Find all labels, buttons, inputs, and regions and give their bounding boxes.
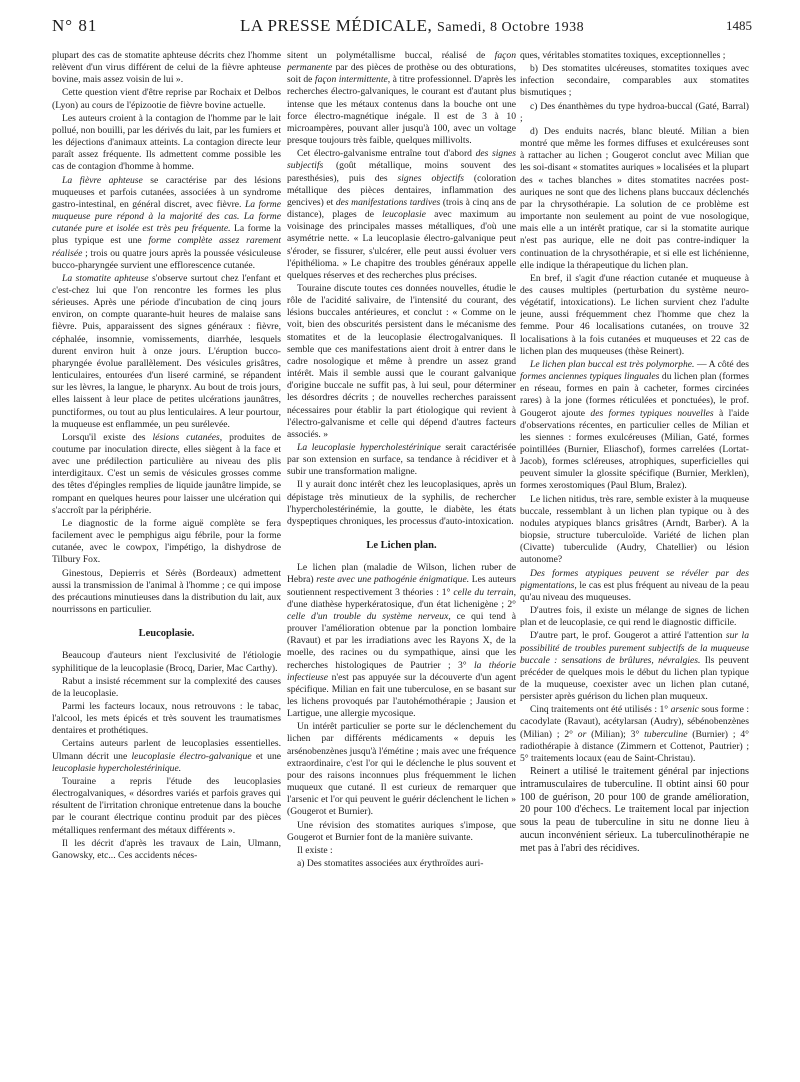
paragraph: Une révision des stomatites auriques s'impose, que Gougerot et Burnier font de la manière suivante.	[287, 819, 516, 843]
text-run: et une	[251, 750, 281, 762]
issue-number: N° 81	[52, 16, 98, 35]
italic-text: Le lichen plan buccal est très polymorphe.	[530, 358, 695, 370]
italic-text: La leucoplasie hypercholestérinique	[297, 442, 441, 453]
text-run: (goût métallique, moins souvent des paresthésies), puis des	[287, 160, 516, 184]
italic-text: lésions cutanées	[152, 431, 220, 443]
italic-text: formes anciennes typiques linguales	[520, 371, 660, 383]
paragraph: Ginestous, Depierris et Sérès (Bordeaux) admettent aussi la transmission de l'animal à l'homme ; ce qui impose des précautions minutieuses dans la distribution du lait, aux nourrissons en particulier.	[52, 567, 281, 616]
journal-title	[240, 16, 584, 36]
italic-text: or	[577, 728, 587, 740]
text-run: , ce qui tend à prouver l'amélioration obtenue par la ponction lombaire (Ravaut) et par les irradiations avec les Rayons X, de la moelle, des racines ou du sympathique, ainsi que les recherches histologiques de Pautrier ; 3°	[287, 610, 516, 671]
paragraph: a) Des stomatites associées aux érythroïdes auri-	[297, 858, 484, 869]
paragraph: Il les décrit d'après les travaux de Lain, Ulmann, Ganowsky, etc... Ces accidents néces-	[52, 837, 281, 861]
text-run: le cas est plus fréquent au niveau de la peau qu'au niveau des muqueuses.	[520, 579, 749, 603]
paragraph: ques, véritables stomatites toxiques, exceptionnelles ;	[520, 50, 726, 61]
paragraph	[287, 562, 516, 720]
page-header	[52, 16, 752, 38]
italic-text: La forme muqueuse pure répond à la majorité des cas. La forme cutanée pure et isolée est très peu fréquente.	[52, 198, 281, 235]
paragraph: Les auteurs croient à la contagion de l'homme par le lait pollué, non bouilli, par les dérivés du lait, par les fumiers et les déjections d'animaux atteints. La contagion directe leur paraît assez fréquente. Ils admettent comme possible les cas de contagion d'homme à homme.	[52, 112, 281, 173]
text-run: , à titre professionnel. D'après les recherches électro-galvaniques, le courant est d'autant plus intense que les métaux contenus dans la bouche ont une force électro-magnétique inégale. Il est de 3 à 10 microampères, pouvant aller jusqu'à 100, avec un voltage presque toujours très faible, quelques millivolts.	[287, 74, 516, 147]
italic-text: La fièvre aphteuse	[62, 174, 143, 186]
text-run: ; trois ou quatre jours après la poussée vésiculeuse bucco-pharyngée survient une efflorescence cutanée.	[52, 247, 281, 271]
text-run: à l'aide d'observations récentes, en particulier celles de Milian et les siennes : formes exulcéreuses (Milian, Gaté, formes pointillées (Burnier, Eliaschof), formes carrelées (Lortat-Jacob), formes scléreuses, atrophiques, superficielles qui peuvent simuler la glossite spécifique (Burnier, Merklen), formes xerostomiques (Paul Blum, Bralez).	[520, 407, 749, 492]
italic-text: des signes subjectifs	[287, 148, 516, 172]
paragraph	[52, 273, 281, 431]
italic-text: La stomatite aphteuse	[62, 272, 149, 284]
italic-text: celle d'un trouble du système nerveux	[287, 610, 449, 622]
column-1	[52, 50, 281, 1070]
paragraph	[52, 175, 281, 272]
text-run: sitent un polymétallisme buccal, réalisé de	[287, 50, 495, 61]
paragraph	[520, 568, 749, 604]
paragraph: d) Des enduits nacrés, blanc bleuté. Milian a bien montré que même les formes diffuses et exulcéreuses sont à rattacher au lichen ; Gougerot conclut avec Milian que les soi-disant « stomatites auriques » localisées et la plupart des « taches blanches » dites stomatites nacrées post-auriques ne sont que des lichens plans buccaux déclenchés par la chrysothérapie. La solution de ce problème est importante non seulement au point de vue nosologique, mais elle a un intérêt pratique, car si la stomatite aurique n'est pas aurique, elle ne doit pas contre-indiquer la continuation de la chrysothérapie, et si elle est lichénienne, elle indique la thérapeutique du lichen plan.	[520, 125, 749, 271]
text-run: (Burnier) ; 4° radiothérapie à distance (Zimmern et Cottenot, Pautrier) ; 5° traitements locaux (eau de Saint-Christau).	[520, 728, 749, 764]
italic-text: arsenic	[670, 704, 699, 716]
paragraph	[520, 704, 749, 765]
italic-text: tuberculine	[644, 728, 688, 740]
text-run: s'observe surtout chez l'enfant et c'est-chez lui que l'on rencontre les formes les plus sérieuses. Après une période d'incubation de cinq jours environ, on compte quarante-huit heures de malaise sans fièvre. Puis, apparaissent des signes généraux : fièvre, céphalée, insomnie, vomissements, diarrhée, lesquels durent environ huit à onze jours. L'éruption bucco-pharyngée évolue parallèlement. Des vésicules grisâtres, lenticulaires, entourées d'un liseré carminé, se répandent sur les lèvres, la langue, le pharynx. Au bout de trois jours, elles laissent à leur place de petites ulcérations jaunâtres, punctiformes, ou tout au plus lenticulaires. A leur pourtour, la muqueuse est enflammée, un peu surélevée.	[52, 272, 281, 430]
paragraph: Le diagnostic de la forme aiguë complète se fera facilement avec le pemphigus aigu fébrile, pour la forme cutanée, avec le cowpox, l'impétigo, la dishydrose de Tilbury Fox.	[52, 517, 281, 566]
text-run: (trois à cinq ans de distance), plages de	[287, 196, 516, 221]
italic-text: celle du terrain	[453, 586, 514, 598]
italic-text: leucoplasie hypercholestérinique.	[52, 762, 182, 774]
text-run: Lorsqu'il existe des	[62, 431, 153, 443]
paragraph: Cette question vient d'être reprise par Rochaix et Delbos (Lyon) au cours de l'épizootie de fièvre bovine actuelle.	[52, 87, 281, 111]
paragraph: Beaucoup d'auteurs nient l'exclusivité de l'étiologie syphilitique de la leucoplasie (Brocq, Darier, Mac Carthy).	[52, 650, 281, 674]
text-run: Ils peuvent précéder de quelques mois le début du lichen plan typique de la muqueuse, coexister avec un lichen plan cutané, persister après guérison du lichen plan muqueux.	[520, 654, 749, 703]
italic-text: façon intermittente	[314, 74, 388, 86]
text-run: , d'une diathèse hyperkératosique, d'un état lichenigène ; 2°	[287, 586, 516, 610]
text-run: par des pièces de prothèse ou des obturations, soit de	[287, 62, 516, 86]
text-run: Cinq traitements ont été utilisés : 1°	[530, 704, 671, 716]
paragraph	[52, 432, 281, 517]
issue-date: Samedi, 8 Octobre 1938	[437, 20, 585, 35]
section-heading: Le Lichen plan.	[366, 540, 437, 552]
column-2	[287, 50, 516, 1070]
text-run: se caractérise par des lésions muqueuses et parfois cutanées, associées à un syndrome gastro-intestinal, en général discret, avec fièvre.	[52, 174, 281, 210]
paragraph	[287, 442, 516, 478]
journal-name: LA PRESSE MÉDICALE,	[240, 16, 433, 35]
paragraph: Touraine discute toutes ces données nouvelles, étudie le rôle de l'acidité salivaire, de l'intensité du courant, des lésions buccales antérieures, et conclut : « Comme on le voit, bien des obscurités persistent dans le mécanisme des stomatites et de la leucoplasie électrogalvaniques. Il semble que ces manifestations aient droit à entrer dans le cadre nosologique et même à prendre un assez grand intérêt. Mais il semble aussi que le courant galvanique d'origine buccale ne suffit pas, à lui seul, pour déterminer les désordres décrits ; de nouvelles recherches paraissent nécessaires pour établir la part étiologique qui revient à l'électro-galvanisme et celle qui dépend d'autres facteurs associés. »	[287, 282, 516, 440]
italic-text: leucoplasie	[382, 209, 426, 221]
italic-text: sur la possibilité de troubles purement subjectifs de la muqueuse buccale : sensations de brûlures, névralgies.	[520, 630, 749, 666]
column-3	[520, 50, 749, 1070]
text-run: Cet électro-galvanisme entraîne tout d'abord	[297, 148, 476, 160]
paragraph: b) Des stomatites ulcéreuses, stomatites toxiques avec infection secondaire, comparables aux stomatites bismutiques ;	[520, 63, 749, 99]
text-run: , produites de coutume par inoculation directe, elles siègent à la face et avec une prédilection particulière au niveau des plis interdigitaux. C'est un semis de vésicules grosses comme des têtes d'épingles remplies de liquide jaunâtre limpide, se rompant en quelques heures pour laisser une ulcération qui s'accroît par la périphérie.	[52, 431, 281, 516]
text-run: Les auteurs soutiennent respectivement 3 théories : 1°	[287, 574, 516, 598]
italic-text: leucoplasie électro-galvanique	[131, 750, 252, 762]
text-run: serait caractérisée par son extension en surface, sa tendance à récidiver et à subir une transformation maligne.	[287, 442, 516, 478]
paragraph	[52, 738, 281, 774]
italic-text: forme complète assez rarement réalisée	[52, 235, 281, 259]
paragraph: plupart des cas de stomatite aphteuse décrits chez l'homme relèvent d'un virus différent de celui de la fièvre aphteuse bovine, mais assez voisin de lui ».	[52, 50, 281, 86]
italic-text: façon permanente	[287, 50, 516, 74]
paragraph: En bref, il s'agit d'une réaction cutanée et muqueuse à des causes multiples (perturbation du système neuro-végétatif, intoxications). Le lichen survient chez l'adulte jeune, aussi fréquemment chez l'homme que chez la femme. Pour 46 localisations cutanées, on trouve 32 localisations à la fois cutanées et muqueuses et 22 cas de lichen plan des muqueuses (thèse Reinert).	[520, 272, 749, 357]
text-run: (coloration métallique des pièces dentaires, inflammation des gencives) et	[287, 172, 516, 208]
paragraph: Touraine a repris l'étude des leucoplasies électrogalvaniques, « désordres variés et parfois graves qui résultent de l'irritation chronique entretenue dans la bouche par le courant électrique continu produit par des pièces métalliques renfermant des métaux différents ».	[52, 775, 281, 836]
text-run: D'autre part, le prof. Gougerot a attiré l'attention	[530, 630, 726, 642]
italic-text: signes objectifs	[397, 172, 464, 184]
text-run: sous forme : cacodylate (Ravaut), acétylarsan (Audry), sébénobenzènes (Milian) ; 2°	[520, 704, 749, 740]
italic-text: reste avec une pathogénie énigmatique.	[316, 574, 470, 586]
italic-text: des manifestations tardives	[335, 196, 441, 208]
paragraph	[520, 630, 749, 703]
paragraph: Rabut a insisté récemment sur la complexité des causes de la leucoplasie.	[52, 675, 281, 699]
page-number: 1485	[726, 18, 752, 33]
paragraph: Un intérêt particulier se porte sur le déclenchement du lichen par différents médicaments « depuis les arsénobenzènes jusqu'à l'émétine ; mais avec une fréquence extraordinaire, c'est l'or qui le déclenche le plus souvent et pour des raisons inconnues plus fréquemment le lichen muqueux que cutané. Il est curieux de remarquer que l'arsenic et l'or qui peuvent le guérir déclenchent le lichen » (Gougerot et Burnier).	[287, 721, 516, 818]
paragraph: Reinert a utilisé le traitement général par injections intramusculaires de tuberculine. Il obtint ainsi 60 pour 100 de guérison, 20 pour 100 de grande amélioration, 20 pour 100 d'échecs. Le traitement local par injection sous la peau de tuberculine in situ ne donne lieu à aucun inconvénient sérieux. La tuberculinothérapie ne met pas à l'abri des récidives.	[520, 766, 749, 854]
text-run: Le lichen plan (maladie de Wilson, lichen ruber de Hebra)	[287, 562, 516, 586]
paragraph: Le lichen nitidus, très rare, semble exister à la muqueuse buccale, ressemblant à un lichen plan typique ou à des nodules atypiques blancs grisâtres (Arndt, Barber). A la biopsie, structure tuberculoïde. Variété de lichen plan (Civatte) tuberculide (Audry, Chatellier) ou lésion autonome?	[520, 493, 749, 566]
paragraph	[287, 50, 516, 147]
text-run: avec maximum au voisinage des principales masses métalliques, d'où une asymétrie nette. « La leucoplasie électro-galvanique peut s'éroder, se fissurer, s'ulcérer, elle peut aussi évoluer vers l'épithélioma. » Le chapitre des troubles généraux appelle quelques réserves et des recherches plus précises.	[287, 209, 516, 281]
italic-text: des formes typiques nouvelles	[590, 407, 714, 419]
paragraph: D'autres fois, il existe un mélange de signes de lichen plan et de leucoplasie, ce qui rend le diagnostic difficile.	[520, 605, 749, 629]
section-heading: Leucoplasie.	[138, 628, 195, 640]
text-run: La forme la plus typique est une	[52, 223, 281, 247]
italic-text: Des formes atypiques peuvent se révéler par des pigmentations,	[520, 567, 749, 591]
text-run: (Milian); 3°	[586, 728, 645, 740]
text-run: — A côté des	[694, 358, 749, 370]
text-run: du lichen plan (formes en réseau, formes en pain à cacheter, formes circinées rares) à la jone (formes réticulées et ponctuées), le prof. Gougerot ajoute	[520, 371, 749, 419]
paragraph	[520, 359, 749, 493]
paragraph: Il existe :	[297, 844, 333, 856]
paragraph: c) Des énanthèmes du type hydroa-buccal (Gaté, Barral) ;	[520, 100, 749, 124]
text-run: n'est pas appuyée sur la découverte d'un agent spécifique. Milian en fait une tuberculose, en se basant sur les lichens provoqués par l'autohémothérapie ; Jausion et Lartigue, une allergie mycosique.	[287, 671, 516, 720]
paragraph: Parmi les facteurs locaux, nous retrouvons : le tabac, l'alcool, les mets épicés et très souvent les traumatismes dentaires et prothétiques.	[52, 700, 281, 737]
paragraph	[287, 148, 516, 282]
text-run: Certains auteurs parlent de leucoplasies essentielles. Ulmann décrit une	[52, 738, 281, 762]
italic-text: la théorie infectieuse	[287, 659, 516, 683]
paragraph: Il y aurait donc intérêt chez les leucoplasiques, après un dépistage très minutieux de la syphilis, de rechercher l'hypercholestérinémie, la goutte, le diabète, les états dyspeptiques chroniques, les processus d'auto-intoxication.	[287, 479, 516, 527]
